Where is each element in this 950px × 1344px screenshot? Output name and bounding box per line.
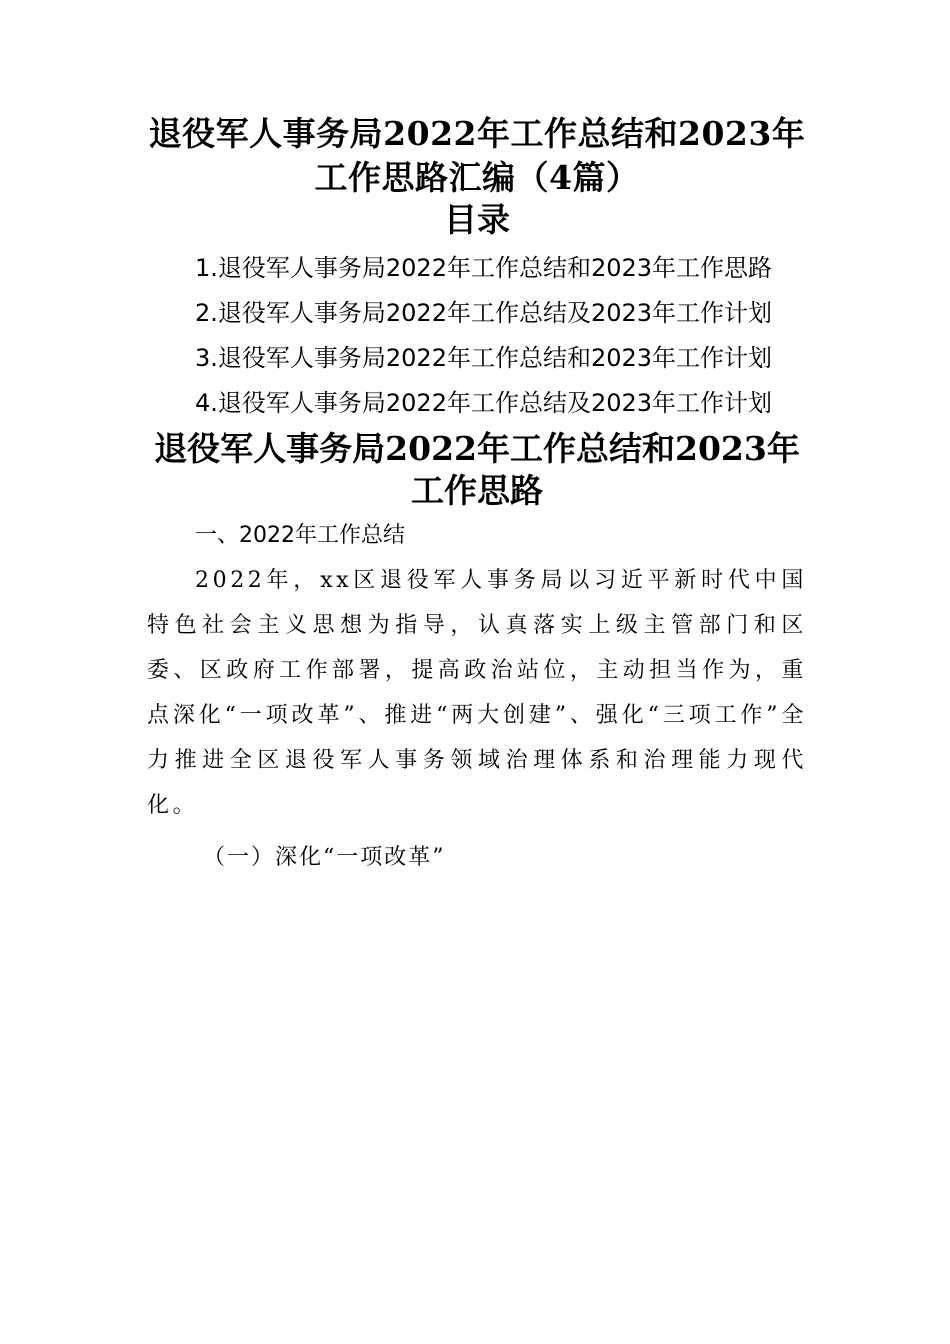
document-page — [147, 112, 807, 880]
section-title: 退役军人事务局2022年工作总结和2023年工作思路 — [154, 429, 800, 510]
document-title: 退役军人事务局2022年工作总结和2023年工作思路汇编（4篇） — [148, 114, 806, 197]
body-paragraph: 2022年，xx区退役军人事务局以习近平新时代中国特色社会主义思想为指导，认真落实上级主管部门和区委、区政府工作部署，提高政治站位，主动担当作为，重点深化“一项改革”、推进“两大创建”、强化“三项工作”全力推进全区退役军人事务领域治理体系和治理能力现代化。 — [147, 568, 807, 818]
heading-level-2: （一）深化“一项改革” — [203, 845, 446, 870]
toc-heading: 目录 — [444, 200, 510, 239]
toc-item-2[interactable]: 2.退役军人事务局2022年工作总结及2023年工作计划 — [195, 299, 773, 327]
heading-level-1: 一、2022年工作总结 — [195, 523, 405, 548]
toc-item-3[interactable]: 3.退役军人事务局2022年工作总结和2023年工作计划 — [195, 344, 773, 372]
toc-item-4[interactable]: 4.退役军人事务局2022年工作总结及2023年工作计划 — [195, 389, 773, 417]
table-of-contents — [147, 246, 807, 426]
toc-item-1[interactable]: 1.退役军人事务局2022年工作总结和2023年工作思路 — [195, 254, 773, 282]
